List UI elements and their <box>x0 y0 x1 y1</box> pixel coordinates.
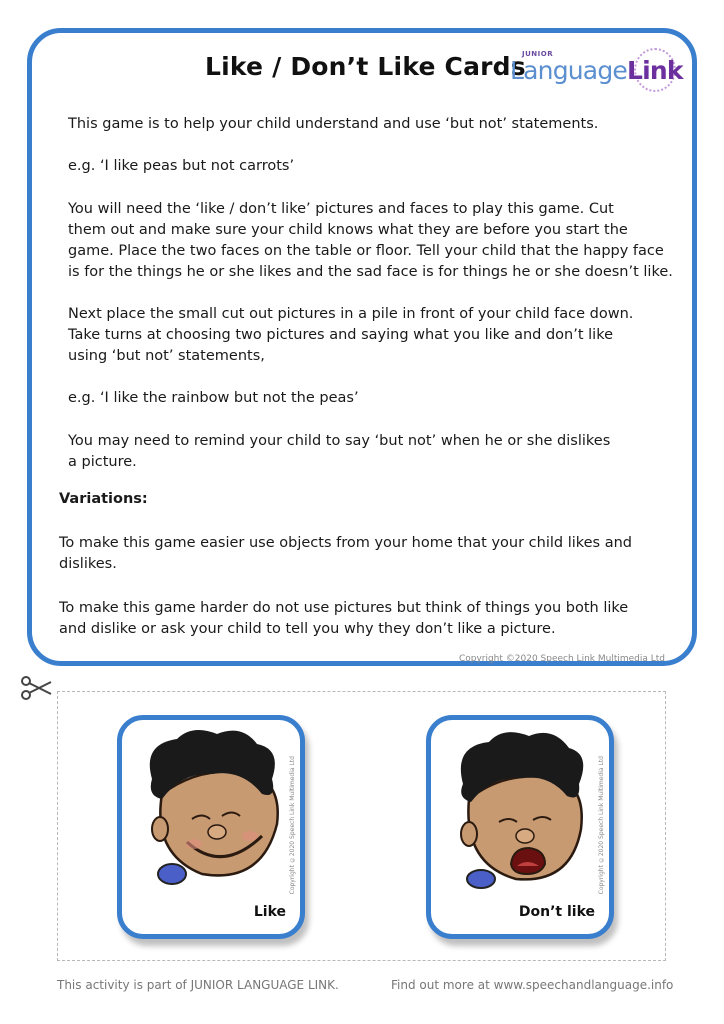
logo-junior-text: JUNIOR <box>522 50 554 58</box>
like-card-label: Like <box>253 904 286 920</box>
next-line-1: Next place the small cut out pictures in a pile in front of your child face down. <box>68 306 634 322</box>
instructions-line-2: them out and make sure your child knows what they are before you start the <box>68 222 628 238</box>
dislike-card <box>426 715 614 939</box>
like-card <box>117 715 305 939</box>
example-one: e.g. ‘I like peas but not carrots’ <box>68 158 295 174</box>
dislike-card-label: Don’t like <box>518 904 595 920</box>
dislike-card-copyright: Copyright ©2020 Speech Link Multimedia Ltd <box>598 756 605 895</box>
instructions-line-1: You will need the ‘like / don’t like’ pictures and faces to play this game. Cut <box>68 201 614 217</box>
instructions-line-4: is for the things he or she likes and the sad face is for things he or she doesn’t like. <box>68 264 673 280</box>
harder-line-1: To make this game harder do not use pictures but think of things you both like <box>59 600 629 616</box>
instructions-line-3: game. Place the two faces on the table or floor. Tell your child that the happy face <box>68 243 664 259</box>
example-two: e.g. ‘I like the rainbow but not the peas’ <box>68 390 359 406</box>
easier-line-1: To make this game easier use objects from your home that your child likes and <box>59 535 632 551</box>
variations-heading: Variations: <box>59 491 148 507</box>
intro-text: This game is to help your child understand and use ‘but not’ statements. <box>68 116 599 132</box>
harder-line-2: and dislike or ask your child to tell you why they don’t like a picture. <box>59 621 556 637</box>
next-line-2: Take turns at choosing two pictures and saying what you like and don’t like <box>68 327 613 343</box>
easier-line-2: dislikes. <box>59 556 117 572</box>
scissors-icon <box>20 674 52 702</box>
sad-face-illustration <box>441 724 601 900</box>
footer-website-link[interactable]: Find out more at www.speechandlanguage.info <box>391 978 674 992</box>
footer-activity-note: This activity is part of JUNIOR LANGUAGE LINK. <box>57 978 339 992</box>
panel-copyright: Copyright ©2020 Speech Link Multimedia Ltd <box>458 654 665 664</box>
next-line-3: using ‘but not’ statements, <box>68 348 265 364</box>
remind-line-1: You may need to remind your child to say ‘but not’ when he or she dislikes <box>68 433 611 449</box>
language-link-logo <box>508 48 683 96</box>
remind-line-2: a picture. <box>68 454 137 470</box>
like-card-copyright: Copyright ©2020 Speech Link Multimedia Ltd <box>289 756 296 895</box>
page-title: Like / Don’t Like Cards <box>205 52 526 81</box>
logo-link-text: Link <box>626 56 683 85</box>
logo-language-text: Language <box>510 56 627 85</box>
happy-face-illustration <box>132 724 292 900</box>
logo-wordmark <box>510 56 683 85</box>
